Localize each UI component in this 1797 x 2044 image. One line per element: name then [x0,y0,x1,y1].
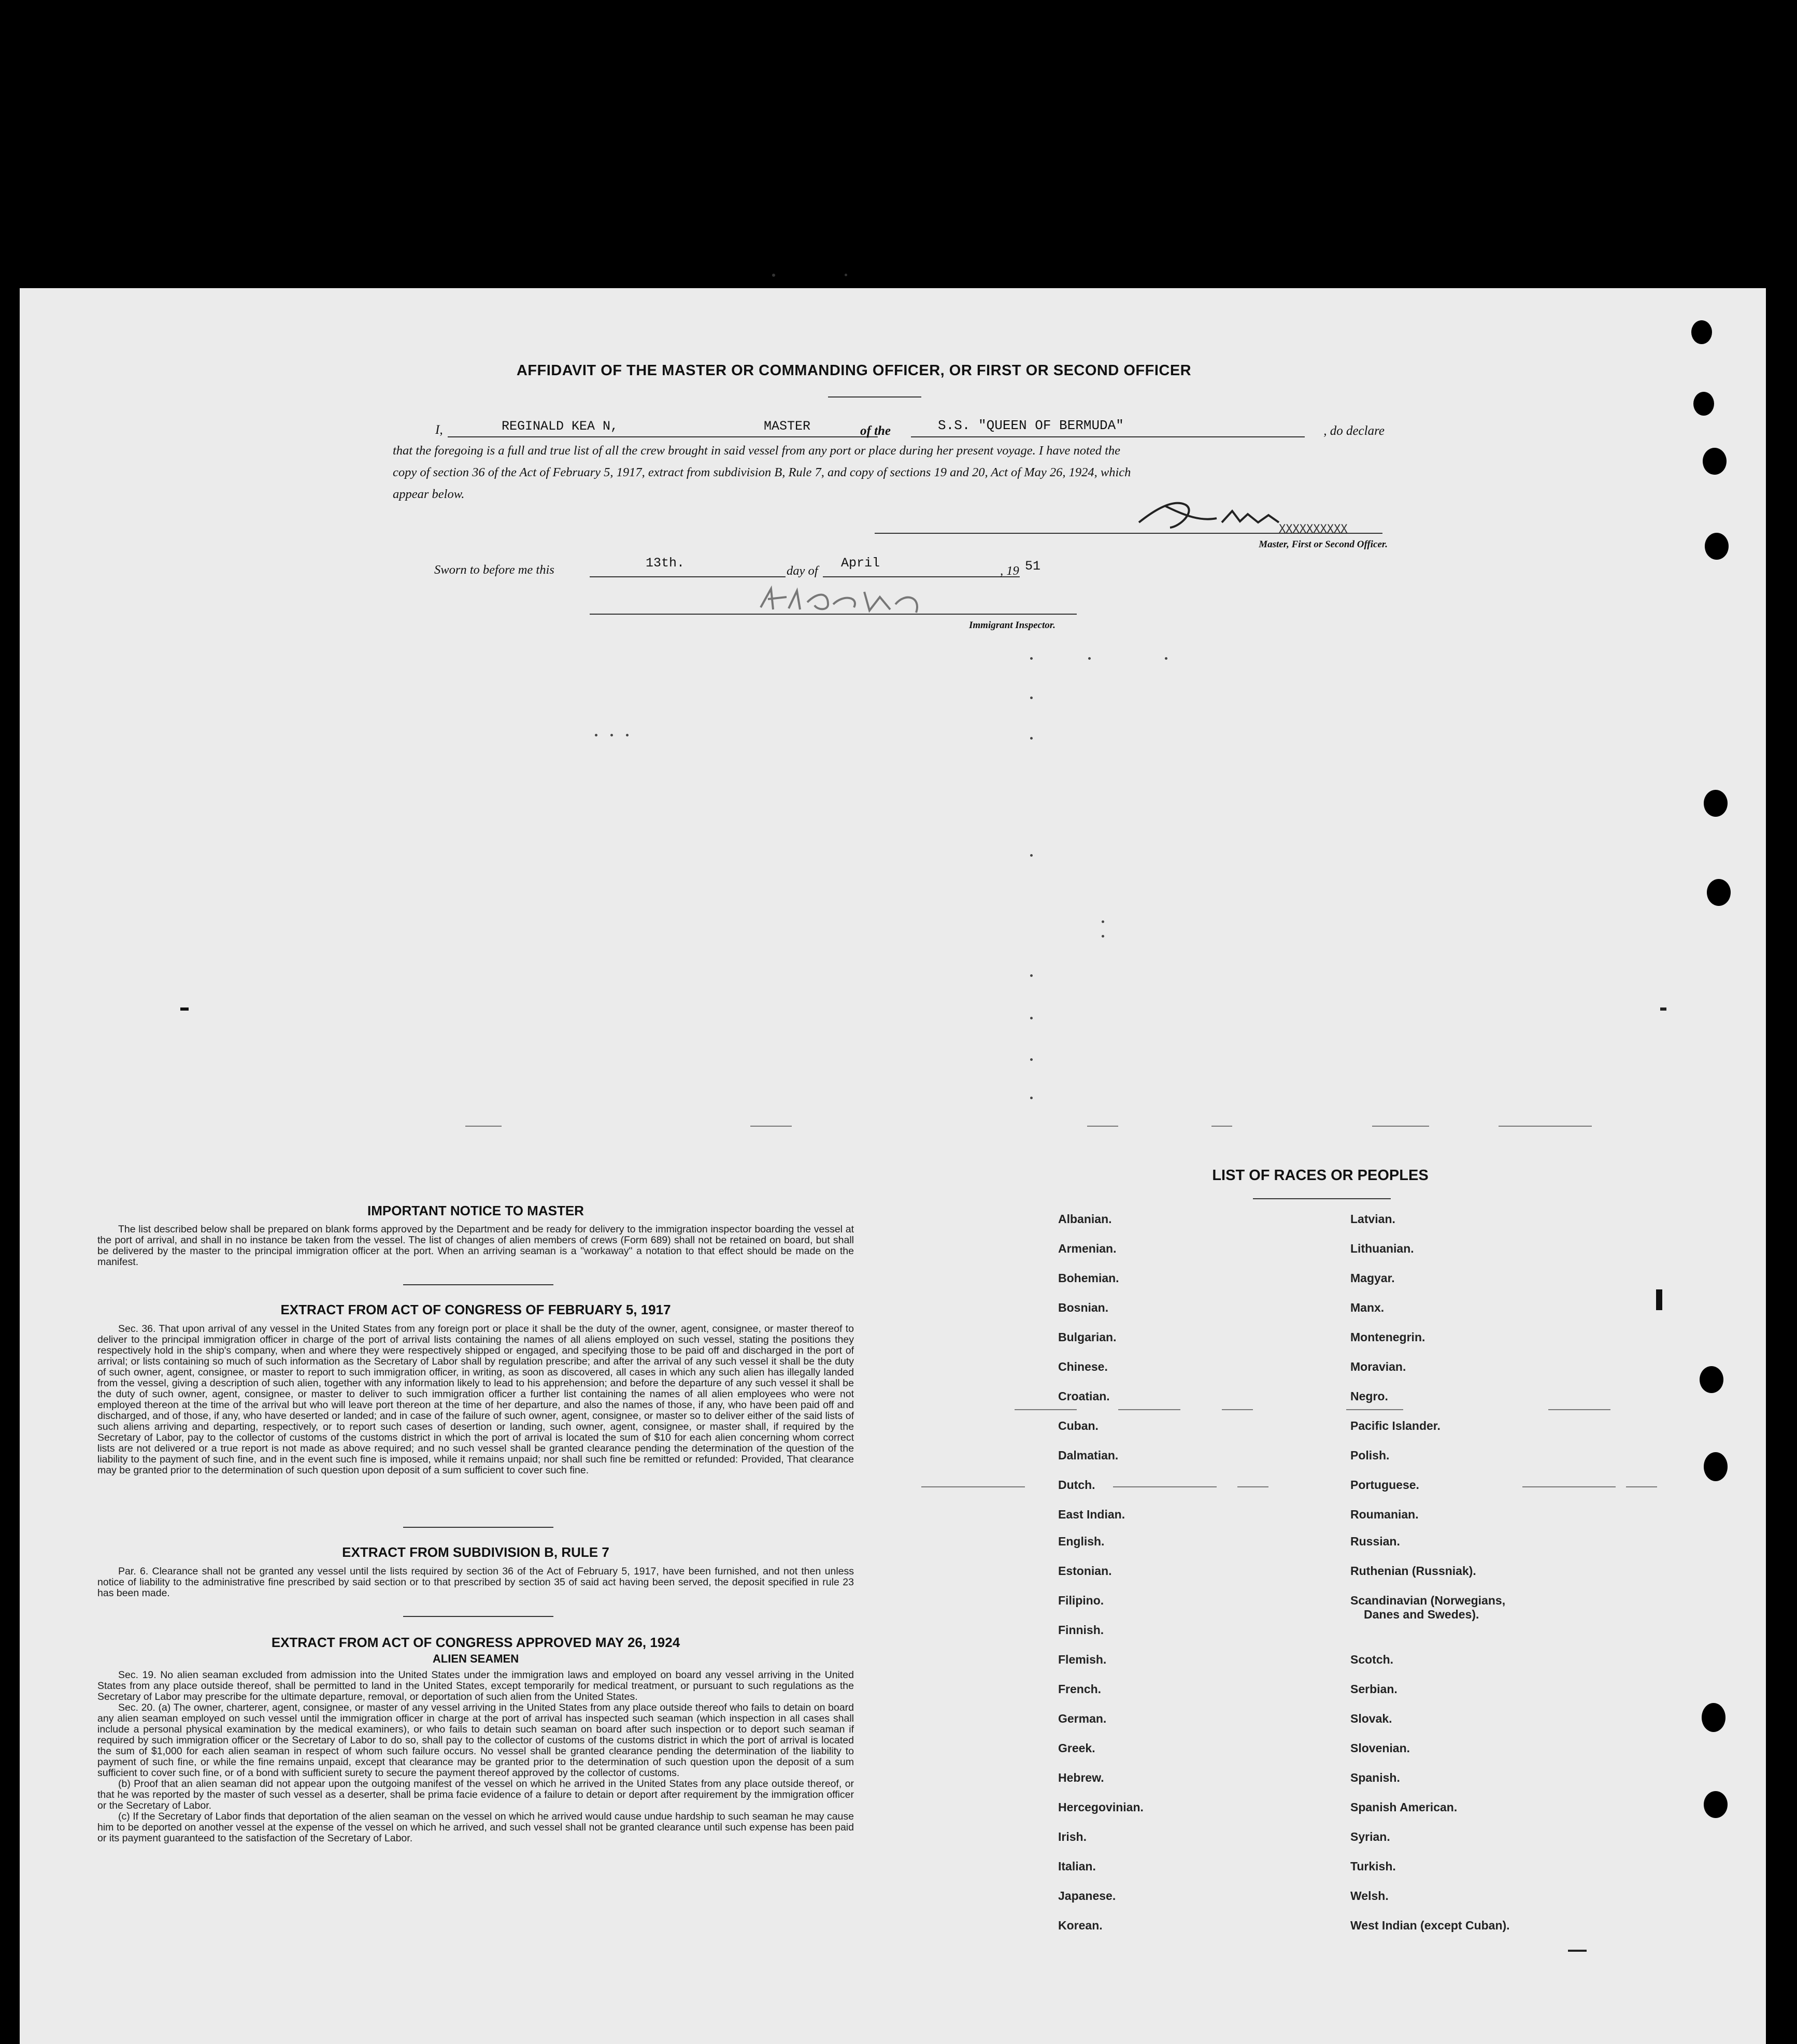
act-1924-sec-20a: Sec. 20. (a) The owner, charterer, agent, consignee, or master of any vessel arriving in the United States from any place outside thereof who fails to detain on board any alien seaman employed on such vessel until the immigration officer in charge at the port of arrival has inspected such seaman (which inspection in all cases shall include a personal physical examination by the medical examiners), or who fails to detain such seaman on board after such inspection or to deport such seaman if required by such immigration officer or the Secretary of Labor to do so, shall pay to the collector of customs of the customs district in which the port of arrival is located the sum of $1,000 for each alien seaman in respect of whom such failure occurs. No vessel shall be granted clearance pending the determination of the liability to payment of such fine, or while the fine remains unpaid, except that clearance may be granted prior to the determination of such question upon the deposit of a sum sufficient to cover such fine, or of a bond with sufficient surety to secure the payment thereof approved by the collector of customs. [97,1702,854,1779]
bleed-through-mark [1030,1058,1033,1061]
inspector-signature-image [750,581,937,618]
sworn-label: Sworn to before me this [434,563,554,577]
sworn-month-value: April [841,556,880,571]
bleed-through-mark [180,1007,189,1011]
race-item: Korean. [1058,1919,1103,1932]
binder-hole-icon [1707,879,1731,906]
race-item: Estonian. [1058,1564,1112,1578]
master-rank-value: MASTER [764,419,811,434]
race-item: Moravian. [1350,1360,1406,1373]
race-item: Bohemian. [1058,1271,1119,1285]
race-item: Montenegrin. [1350,1330,1425,1344]
affidavit-line-2: that the foregoing is a full and true list of all the crew brought in said vessel from any port or place during her present voyage. I have noted the [393,444,1121,458]
bleed-through-mark [1222,1409,1253,1410]
bleed-through-mark [1015,1409,1077,1410]
binder-hole-icon [1702,1703,1725,1732]
act-1917-rule [403,1527,553,1528]
bleed-through-mark [610,734,613,736]
bleed-through-mark [1211,1126,1232,1127]
race-item: Filipino. [1058,1594,1104,1607]
race-item: Lithuanian. [1350,1242,1414,1255]
race-item: Slovak. [1350,1712,1392,1725]
race-item: Negro. [1350,1389,1388,1403]
race-item: Bosnian. [1058,1301,1109,1314]
film-speck [772,274,775,277]
race-item: East Indian. [1058,1508,1125,1521]
bleed-through-mark [1087,1126,1118,1127]
race-item: Bulgarian. [1058,1330,1117,1344]
bleed-through-mark [1030,657,1033,660]
rule-7-text: Par. 6. Clearance shall not be granted any vessel until the lists required by section 36 of the Act of February 5, 1917, have been furnished, and not then unless notice of liability to the administrative fine prescribed by said section or to that prescribed by section 35 of said act having been served, the deposit specified in rule 23 has been made. [97,1566,854,1599]
sworn-day-value: 13th. [646,556,685,571]
sworn-day-line [590,576,786,577]
bleed-through-mark [1030,854,1033,857]
act-1924-sec-19: Sec. 19. No alien seaman excluded from admission into the United States under the immigration laws and employed on board any vessel arriving in the United States from any place outside thereof, shall be permitted to land in the United States, except temporarily for medical treatment, or pursuant to such regulations as the Secretary of Labor may prescribe for the ultimate departure, removal, or deportation of such alien from the United States. [97,1669,854,1702]
act-1924-sec-20c: (c) If the Secretary of Labor finds that deportation of the alien seaman on the vessel on which he arrived would cause undue hardship to such seaman he may cause him to be deported on another vessel at the expense of the vessel on which he arrived, and such vessel shall not be granted clearance until such expense has been paid or its payment guaranteed to the satisfaction of the Secretary of Labor. [97,1811,854,1844]
master-signature-image [1129,495,1382,537]
master-name-value: REGINALD KEA N, [502,419,619,434]
document-sheet [20,288,1766,2044]
svg-text:XXXXXXXXXX: XXXXXXXXXX [1279,523,1348,536]
bleed-through-mark [1088,657,1091,660]
rule-7-title: EXTRACT FROM SUBDIVISION B, RULE 7 [342,1544,609,1560]
binder-hole-icon [1703,448,1727,475]
race-item: Serbian. [1350,1682,1397,1696]
bleed-through-mark [1030,737,1033,740]
race-item: Italian. [1058,1860,1096,1873]
races-title-rule [1253,1198,1391,1199]
bleed-through-mark [1030,974,1033,977]
inspector-caption: Immigrant Inspector. [969,620,1056,631]
bleed-through-mark [1626,1486,1657,1487]
race-item: Croatian. [1058,1389,1110,1403]
race-item: Magyar. [1350,1271,1395,1285]
race-item: Spanish. [1350,1771,1400,1784]
race-item: Turkish. [1350,1860,1396,1873]
vessel-name-value: S.S. "QUEEN OF BERMUDA" [938,418,1124,433]
affidavit-title-rule [828,396,921,398]
affidavit-i-label: I, [435,423,443,437]
signature-caption: Master, First or Second Officer. [1259,539,1388,550]
race-item: Irish. [1058,1830,1087,1843]
bleed-through-mark [921,1486,1025,1487]
notice-rule [403,1284,553,1285]
bleed-through-mark [1660,1007,1666,1011]
do-declare-label: , do declare [1323,424,1385,438]
bleed-through-mark [626,734,629,736]
race-item: Slovenian. [1350,1741,1410,1755]
bleed-through-mark [750,1126,792,1127]
bleed-through-mark [1102,920,1104,923]
race-item: Albanian. [1058,1212,1112,1226]
bleed-through-mark [1522,1486,1616,1487]
race-item: Welsh. [1350,1889,1389,1903]
race-item: Dalmatian. [1058,1449,1119,1462]
year-suffix-value: 51 [1025,559,1041,574]
race-item: Hebrew. [1058,1771,1104,1784]
bleed-through-mark [1568,1950,1587,1952]
act-1924-body [97,1670,854,1844]
day-of-label: day of [787,564,818,578]
act-1917-text: Sec. 36. That upon arrival of any vessel in the United States from any foreign port or place it shall be the duty of the owner, agent, consignee, or master thereof to deliver to the principal immigration officer in charge of the port of arrival lists containing the names of all aliens employed on such vessel, stating the positions they respectively hold in the ship's company, when and where they were respectively shipped or engaged, and specifying those to be paid off and discharged in the port of arrival; or lists containing so much of such information as the Secretary of Labor shall by regulation prescribe; and after the arrival of any such vessel it shall be the duty of such owner, agent, consignee, or master to report to such immigration officer, in writing, as soon as discovered, all cases in which any such alien has illegally landed from the vessel, giving a description of such alien, together with any information likely to lead to his apprehension; and before the departure of any such vessel it shall be the duty of such owner, agent, consignee, or master to deliver to such immigration officer a further list containing the names of all alien employees who were not employed thereon at the time of the arrival but who will leave port thereon at the time of her departure, and also the names of those, if any, who have been paid off and discharged, and of those, if any, who have deserted or landed; and in case of the failure of such owner, agent, consignee, or master so to deliver either of the said lists of such aliens arriving and departing, respectively, or to report such cases of desertion or landing, such owner, agent, consignee, or master shall, if required by the Secretary of Labor, pay to the collector of customs of the customs district in which the port of arrival is located the sum of $10 for each alien concerning whom correct lists are not delivered or a true report is not made as above required; and no such vessel shall be granted clearance pending the determination of the question of the liability to the payment of such fine, and in the event such fine is imposed, while it remains unpaid; nor shall such fine be remitted or refunded: Provided, That clearance may be granted prior to the determination of such question upon deposit of a sum sufficient to cover such fine. [97,1323,854,1476]
race-item: Scandinavian (Norwegians, [1350,1594,1506,1607]
race-item: English. [1058,1535,1105,1548]
binder-hole-icon [1693,392,1714,416]
affidavit-title: AFFIDAVIT OF THE MASTER OR COMMANDING OFFICER, OR FIRST OR SECOND OFFICER [516,362,1192,379]
race-item: French. [1058,1682,1102,1696]
race-item: Portuguese. [1350,1478,1419,1492]
race-item: Hercegovinian. [1058,1800,1144,1814]
of-the-label: of the [860,424,891,438]
binder-hole-icon [1704,1452,1728,1481]
race-item: Finnish. [1058,1623,1104,1637]
vessel-field-line [911,436,1305,437]
race-item: Polish. [1350,1449,1390,1462]
bleed-through-mark [1499,1126,1592,1127]
race-item: German. [1058,1712,1107,1725]
bleed-through-mark [1030,697,1033,699]
name-field-line [448,436,878,437]
bleed-through-mark [1102,935,1104,938]
race-item: Armenian. [1058,1242,1117,1255]
affidavit-line-4: appear below. [393,487,465,501]
bleed-through-mark [1118,1409,1180,1410]
race-item: Greek. [1058,1741,1095,1755]
race-item: Manx. [1350,1301,1385,1314]
bleed-through-mark [465,1126,502,1127]
notice-text: The list described below shall be prepared on blank forms approved by the Department and be ready for delivery to the immigration inspector boarding the vessel at the port of arrival, and shall in no instance be taken from the vessel. The list of changes of alien members of crews (Form 689) shall not be retained on board, but shall be delivered by the master to the principal immigration officer at the port. When an arriving seaman is a "workaway" a notation to that effect should be made on the manifest. [97,1224,854,1268]
race-item: Chinese. [1058,1360,1108,1373]
binder-hole-icon [1704,1791,1728,1818]
inspector-signature-line [590,614,1077,615]
race-item: West Indian (except Cuban). [1350,1919,1510,1932]
binder-hole-icon [1704,790,1728,817]
bleed-through-mark [1113,1486,1217,1487]
film-speck [845,274,847,276]
race-item: Russian. [1350,1535,1400,1548]
race-item: Japanese. [1058,1889,1116,1903]
bleed-through-mark [1548,1409,1610,1410]
bleed-through-mark [1165,657,1167,660]
races-title: LIST OF RACES OR PEOPLES [1212,1167,1429,1184]
bleed-through-mark [1346,1409,1403,1410]
race-item: Ruthenian (Russniak). [1350,1564,1476,1578]
bleed-through-mark [1237,1486,1268,1487]
race-item: Danes and Swedes). [1364,1608,1479,1621]
binder-hole-icon [1705,533,1729,560]
race-item: Syrian. [1350,1830,1390,1843]
race-item: Latvian. [1350,1212,1395,1226]
bleed-through-mark [595,734,597,736]
act-1924-sec-20b: (b) Proof that an alien seaman did not appear upon the outgoing manifest of the vessel on which he arrived in the United States from any place outside thereof, or that he was reported by the master of such vessel as a deserter, shall be prima facie evidence of a failure to detain or deport after requirement by the immigration officer or the Secretary of Labor. [97,1778,854,1811]
race-item: Spanish American. [1350,1800,1458,1814]
bleed-through-mark [1030,1097,1033,1099]
binder-hole-icon [1691,320,1712,344]
affidavit-line-3: copy of section 36 of the Act of February 5, 1917, extract from subdivision B, Rule 7, and copy of sections 19 and 20, Act of May 26, 1924, which [393,465,1131,479]
sworn-month-line [823,576,1020,577]
race-item: Pacific Islander. [1350,1419,1441,1432]
bleed-through-mark [1372,1126,1429,1127]
bleed-through-mark [1656,1289,1662,1310]
notice-title: IMPORTANT NOTICE TO MASTER [367,1203,584,1218]
race-item: Cuban. [1058,1419,1099,1432]
bleed-through-mark [1030,1017,1033,1019]
act-1917-title: EXTRACT FROM ACT OF CONGRESS OF FEBRUARY 5, 1917 [280,1302,671,1317]
rule-7-rule [403,1616,553,1617]
act-1924-title: EXTRACT FROM ACT OF CONGRESS APPROVED MAY 26, 1924 [271,1635,680,1650]
race-item: Roumanian. [1350,1508,1419,1521]
race-item: Scotch. [1350,1653,1394,1666]
year-prefix-label: , 19 [1000,564,1019,578]
race-item: Dutch. [1058,1478,1095,1492]
act-1924-subtitle: ALIEN SEAMEN [432,1652,519,1665]
binder-hole-icon [1700,1366,1723,1393]
race-item: Flemish. [1058,1653,1107,1666]
